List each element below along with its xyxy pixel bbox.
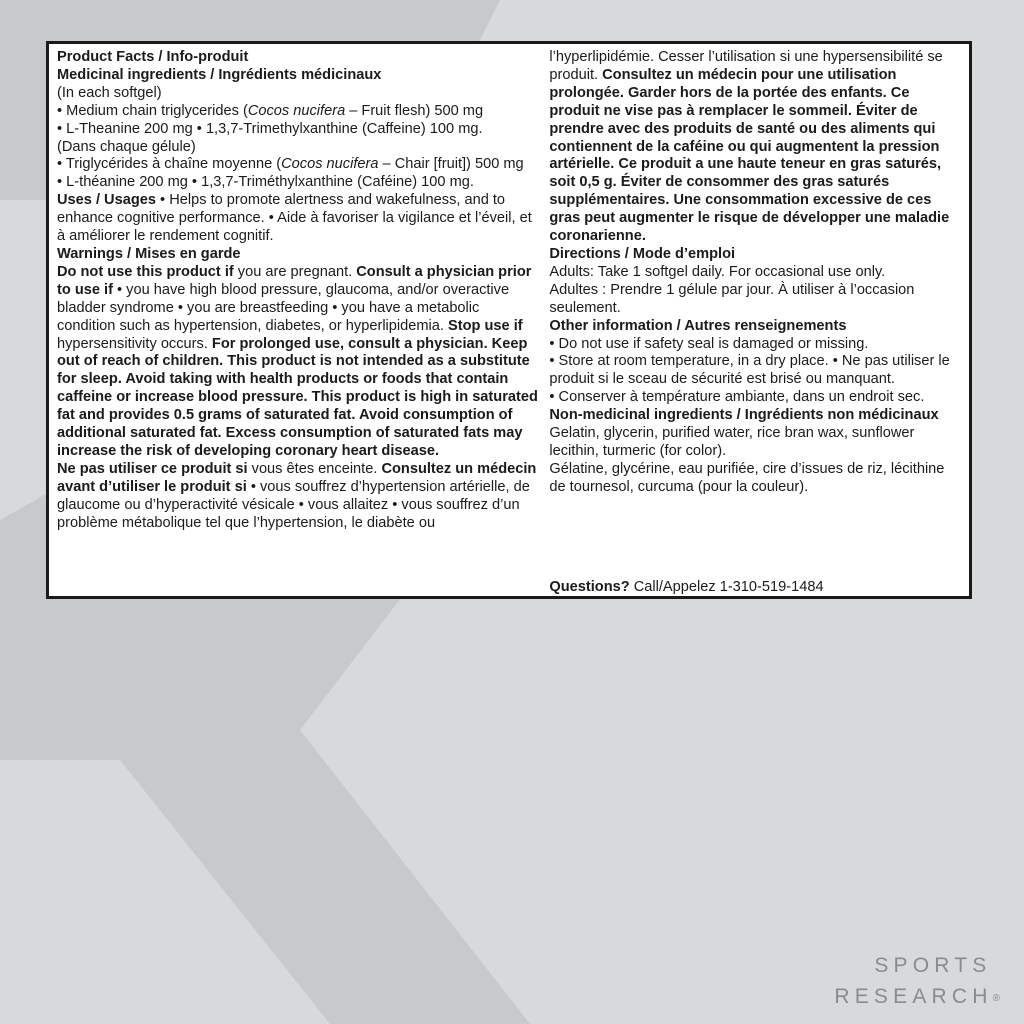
left-column <box>49 44 547 596</box>
other-info-item: • Store at room temperature, in a dry place. • Ne pas utiliser le produit si le sceau de sécurité est brisé ou manquant. <box>549 353 950 388</box>
warnings-fr-continued: l’hyperlipidémie. Cesser l’utilisation si une hypersensibilité se produit. Consultez un médecin pour une utilisation prolongée. Garder hors de la portée des enfants. Ce produit ne vise pas à remplacer le sommeil. Éviter de prendre avec des produits de santé ou des aliments qui contiennent de la caféine ou qui augmentent la pression artérielle. Ce produit a une haute teneur en gras saturés, soit 0,5 g. Éviter de consommer des gras saturés supplémentaires. Une consommation excessive de ces gras peut augmenter le risque de développer une maladie coronarienne. <box>549 49 950 245</box>
non-medicinal-fr: Gélatine, glycérine, eau purifiée, cire d’issues de riz, lécithine de tournesol, curcuma (pour la couleur). <box>549 460 945 495</box>
each-softgel-note: (In each softgel) <box>57 84 162 101</box>
brand-wordmark <box>834 950 1000 1016</box>
product-facts-panel <box>46 41 972 599</box>
non-medicinal-en: Gelatin, glycerin, purified water, rice bran wax, sunflower lecithin, turmeric (for color). <box>549 425 915 459</box>
questions-contact: Questions? Call/Appelez 1-310-519-1484 <box>549 579 824 595</box>
ingredient-theanine-caffeine-fr: • L-théanine 200 mg • 1,3,7-Triméthylxanthine (Caféine) 100 mg. <box>57 174 474 191</box>
warnings-heading: Warnings / Mises en garde <box>57 245 241 262</box>
right-column <box>547 44 969 596</box>
directions-heading: Directions / Mode d’emploi <box>549 245 736 262</box>
ingredient-mct: • Medium chain triglycerides (Cocos nucifera – Fruit flesh) 500 mg <box>57 102 484 119</box>
each-gelule-note: (Dans chaque gélule) <box>57 138 196 155</box>
medicinal-ingredients-heading: Medicinal ingredients / Ingrédients médicinaux <box>57 66 382 83</box>
non-medicinal-heading: Non-medicinal ingredients / Ingrédients non médicinaux <box>549 407 939 424</box>
brand-line-2: RESEARCH® <box>834 985 1000 1008</box>
ingredient-mct-fr: • Triglycérides à chaîne moyenne (Cocos nucifera – Chair [fruit]) 500 mg <box>57 156 524 173</box>
warnings-fr: Ne pas utiliser ce produit si vous êtes enceinte. Consultez un médecin avant d’utiliser le produit si • vous souffrez d’hypertension artérielle, de glaucome ou d’hyperactivité vésicale • vous allaitez • vous souffrez d’un problème métabolique tel que l’hypertension, le diabète ou <box>57 460 537 531</box>
ingredient-theanine-caffeine: • L-Theanine 200 mg • 1,3,7-Trimethylxanthine (Caffeine) 100 mg. <box>57 120 483 137</box>
other-info-item: • Do not use if safety seal is damaged or missing. <box>549 335 869 352</box>
warnings-en: Do not use this product if you are pregnant. Consult a physician prior to use if • you have high blood pressure, glaucoma, and/or overactive bladder syndrome • you are breastfeeding • you have a metabolic condition such as hypertension, diabetes, or hyperlipidemia. Stop use if hypersensitivity occurs. For prolonged use, consult a physician. Keep out of reach of children. This product is not intended as a substitute for sleep. Avoid taking with health products or foods that contain caffeine or increase blood pressure. This product is high in saturated fat and provides 0.5 grams of saturated fat. Avoid consumption of additional saturated fat. Excess consumption of saturated fats may increase the risk of developing coronary heart disease. <box>57 263 538 459</box>
uses-section: Uses / Usages • Helps to promote alertness and wakefulness, and to enhance cognitive performance. • Aide à favoriser la vigilance et l’éveil, et à améliorer le rendement cognitif. <box>57 192 532 245</box>
directions-fr: Adultes : Prendre 1 gélule par jour. À utiliser à l’occasion seulement. <box>549 281 915 316</box>
product-facts-title: Product Facts / Info-produit <box>57 49 249 65</box>
other-info-item: • Conserver à température ambiante, dans un endroit sec. <box>549 389 925 406</box>
registered-mark: ® <box>992 993 1000 1004</box>
directions-en: Adults: Take 1 softgel daily. For occasional use only. <box>549 263 886 280</box>
brand-line-1: SPORTS <box>874 954 992 977</box>
other-info-heading: Other information / Autres renseignements <box>549 317 847 334</box>
